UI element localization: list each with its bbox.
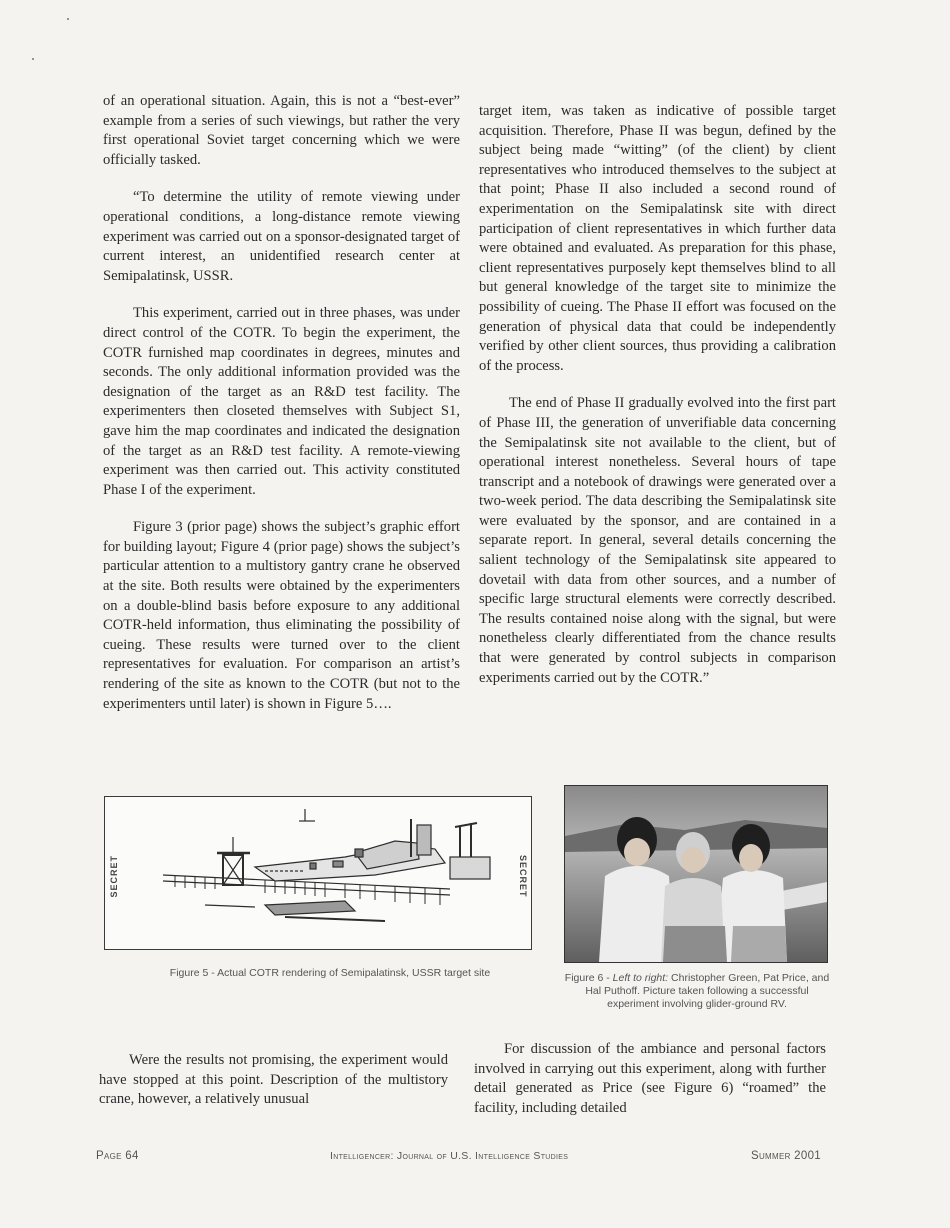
figure-5-caption: Figure 5 - Actual COTR rendering of Semipalatinsk, USSR target site [169, 967, 491, 979]
paragraph: “To determine the utility of remote viewing under operational conditions, a long-distance remote viewing experiment was carried out on a sponsor-designated target of current interest, an unidentified research center at Semipalatinsk, USSR. [103, 189, 460, 284]
paragraph: Figure 3 (prior page) shows the subject’s graphic effort for building layout; Figure 4 (prior page) shows the subject’s particular attention to a multistory gantry crane he observed at the site. Both results were obtained by the experimenters on a double-blind basis before exposure to any additional COTR-held information, thus eliminating the possibility of cueing. These results were turned over to the client representatives for evaluation. For comparison an artist’s rendering of the site as known to the COTR (but not to the experimenters until later) is shown in Figure 5…. [103, 519, 460, 712]
secret-stamp-right: SECRET [518, 855, 528, 898]
page-number: Page 64 [96, 1150, 139, 1162]
paragraph: Were the results not promising, the experiment would have stopped at this point. Description of the multistory crane, however, a relatively unusual [99, 1052, 448, 1108]
secret-stamp-left: SECRET [109, 855, 119, 898]
issue-date: Summer 2001 [751, 1150, 821, 1162]
scan-speck [32, 58, 34, 60]
bottom-left-column [99, 1051, 448, 1128]
paragraph: The end of Phase II gradually evolved into the first part of Phase III, the generation of unverifiable data concerning the Semipalatinsk site not available to the client, but of operational interest nonetheless. Several hours of tape transcript and a notebook of drawings were generated over a two-week period. The data describing the Semipalatinsk site were evaluated by the sponsor, and are contained in a separate report. In general, several details concerning the salient technology of the Semipalatinsk site appeared to dovetail with data from other sources, and a number of specific large structural elements were correctly described. The results contained noise along with the signal, but were nonetheless clearly differentiated from the chance results that were generated by control subjects in comparison experiments carried out by the COTR.” [479, 395, 836, 686]
caption-text: Christopher Green, Pat Price, and Hal Puthoff. Picture taken following a successful experiment involving glider-ground RV. [585, 972, 830, 1010]
paragraph: of an operational situation. Again, this is not a “best-ever” example from a series of such viewings, but rather the very first operational Soviet target concerning which we were officially tasked. [103, 93, 460, 168]
scan-speck [67, 18, 69, 20]
caption-prefix: Figure 6 - [564, 972, 613, 984]
figure-6-photo [564, 785, 828, 963]
site-sketch [105, 797, 531, 949]
paragraph: target item, was taken as indicative of possible target acquisition. Therefore, Phase II was begun, defined by the subject being made “witting” (of the client) by client representatives who introduced themselves to the subject at that point; Phase II also included a second round of experimentation on the Semipalatinsk site with direct participation of client representatives in which further data were obtained and evaluated. As preparation for this phase, client representatives purposely kept themselves blind to all but general knowledge of the target site to minimize the possibility of cueing. The Phase II effort was focused on the generation of physical data that could be independently verified by other client sources, thus providing a calibration of the process. [479, 103, 836, 374]
figure-6-caption [563, 972, 831, 1011]
journal-title: Intelligencer: Journal of U.S. Intelligence Studies [330, 1150, 569, 1162]
figure-5-rendering [104, 796, 532, 950]
paragraph: For discussion of the ambiance and personal factors involved in carrying out this experiment, along with further detail generated as Price (see Figure 6) “roamed” the facility, including detailed [474, 1041, 826, 1116]
caption-italic: Left to right: [612, 972, 669, 984]
left-column [103, 92, 460, 732]
right-column [479, 102, 836, 706]
bottom-right-column [474, 1040, 826, 1136]
paragraph: This experiment, carried out in three phases, was under direct control of the COTR. To begin the experiment, the COTR furnished map coordinates in degrees, minutes and seconds. The only additional information provided was the designation of the target as an R&D test facility. The experimenters then closeted themselves with Subject S1, gave him the map coordinates and indicated the designation of the target as an R&D test facility. A remote-viewing experiment was then carried out. This activity constituted Phase I of the experiment. [103, 305, 460, 498]
